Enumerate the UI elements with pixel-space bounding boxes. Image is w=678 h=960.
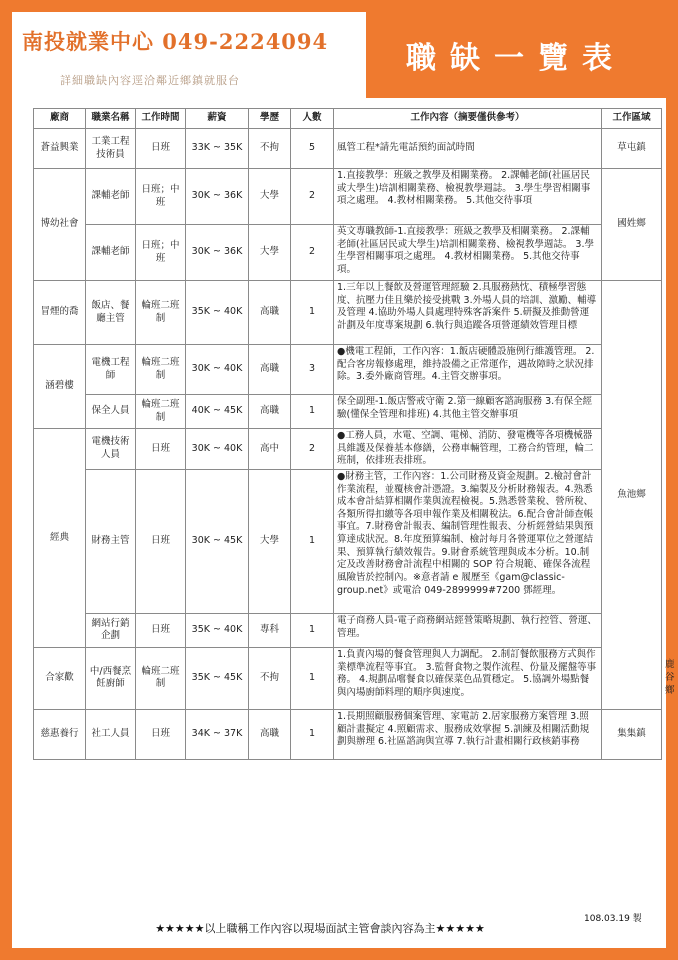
job-cell: 電機技術人員: [86, 429, 136, 470]
area-cell: 集集鎮: [602, 709, 662, 759]
education-cell: 大學: [249, 225, 291, 281]
area-cell: 國姓鄉: [602, 169, 662, 281]
description-cell: 英文專職教師-1.直接教學：班級之教學及相關業務。 2.課輔老師(社區居民或大學生)培訓相關業務、檢視教學週誌。 3.學生學習相關事項之處理。 4.教材相關業務。 5.其他交待事項。: [334, 225, 602, 281]
table-row: [34, 429, 662, 470]
hours-cell: 輪班二班制: [136, 395, 186, 429]
company-cell: 博幼社會: [34, 169, 86, 281]
area-cell: 草屯鎮: [602, 129, 662, 169]
education-cell: 高職: [249, 395, 291, 429]
area-cell: 魚池鄉: [602, 281, 662, 710]
count-cell: 5: [291, 129, 334, 169]
job-cell: 課輔老師: [86, 225, 136, 281]
company-cell: 經典: [34, 429, 86, 648]
col-header-area: 工作區域: [602, 109, 662, 129]
table-row: [34, 613, 662, 647]
salary-cell: 35K ~ 40K: [186, 613, 249, 647]
salary-cell: 34K ~ 37K: [186, 709, 249, 759]
job-cell: 課輔老師: [86, 169, 136, 225]
salary-cell: 30K ~ 40K: [186, 345, 249, 395]
col-header-hours: 工作時間: [136, 109, 186, 129]
col-header-job: 職業名稱: [86, 109, 136, 129]
table-row: [34, 129, 662, 169]
table-row: [34, 281, 662, 345]
company-cell: 慈惠養行: [34, 709, 86, 759]
description-cell: 1.長期照顧服務個案管理、家電訪 2.居家服務方案管理 3.照顧計畫擬定 4.照顧需求、服務成效掌握 5.訓練及相關活動規劃與辦理 6.社區諮詢與宣導 7.執行計畫相關行政核銷事務: [334, 709, 602, 759]
hours-cell: 日班: [136, 129, 186, 169]
col-header-company: 廠商: [34, 109, 86, 129]
table-row: [34, 647, 662, 709]
description-cell: 1.直接教學：班級之教學及相關業務。 2.課輔老師(社區居民或大學生)培訓相關業務、檢視教學週誌。 3.學生學習相關事項之處理。 4.教材相關業務。 5.其他交待事項: [334, 169, 602, 225]
description-cell: ●財務主管，工作內容：1.公司財務及資金規劃。2.檢討會計作業流程，並覆核會計憑證。3.編製及分析財務報表。4.熟悉成本會計結算相關作業與流程檢視。5.熟悉營業稅、營所稅、各類所得扣繳等各項申報作業及相關稅法。6.配合會計師查帳事宜。7.財務會計報表、編制管理性報表、分析經營結果與預算達成狀況。8.年度預算編制、檢討每月各營運單位之營運結果、預算執行績效報告。9.財會系統管理與成本分析。10.制定及改善財務會計流程中相關的 SOP 符合規範、確保各流程風險皆於控制內。※意者請 e 履歷至《gam@classic-group.net》或電洽 049-2899999#7200 鄧經理。: [334, 469, 602, 613]
count-cell: 3: [291, 345, 334, 395]
table-row: [34, 169, 662, 225]
description-cell: 1.三年以上餐飲及營運管理經驗 2.具服務熱忱、積極學習態度、抗壓力佳且樂於接受挑戰 3.外場人員的培訓、激勵、輔導及管理 4.協助外場人員處理特殊客訴案件 5.研擬及推動營運計劃及年度專案規劃 6.執行與追蹤各項營運績效管理目標: [334, 281, 602, 345]
job-cell: 財務主管: [86, 469, 136, 613]
salary-cell: 35K ~ 45K: [186, 647, 249, 709]
table-header-row: [34, 109, 662, 129]
hours-cell: 日班；中班: [136, 225, 186, 281]
header-subtitle: 詳細職缺內容逕洽鄰近鄉鎮就服台: [60, 74, 240, 87]
table-row: [34, 395, 662, 429]
center-name-phone: 南投就業中心 049-2224094: [22, 29, 329, 54]
count-cell: 2: [291, 169, 334, 225]
table-row: [34, 709, 662, 759]
hours-cell: 日班: [136, 709, 186, 759]
education-cell: 高職: [249, 281, 291, 345]
salary-cell: 30K ~ 36K: [186, 225, 249, 281]
job-cell: 飯店、餐廳主管: [86, 281, 136, 345]
count-cell: 1: [291, 613, 334, 647]
col-header-education: 學歷: [249, 109, 291, 129]
hours-cell: 輪班二班制: [136, 647, 186, 709]
count-cell: 1: [291, 709, 334, 759]
company-cell: 冒煙的喬: [34, 281, 86, 345]
salary-cell: 35K ~ 40K: [186, 281, 249, 345]
job-cell: 保全人員: [86, 395, 136, 429]
job-table: [33, 108, 662, 760]
count-cell: 2: [291, 225, 334, 281]
description-cell: ●機電工程師，工作內容：1.飯店硬體設施例行維護管理。 2.配合客房報修處理，維持設備之正常運作，遇故障時之狀況排除。3.委外廠商管理。4.主管交辦事項。: [334, 345, 602, 395]
education-cell: 大學: [249, 169, 291, 225]
table-row: [34, 345, 662, 395]
banner-title: 職缺一覽表: [406, 41, 626, 76]
description-cell: 1.負責內場的餐食管理與人力調配。 2.制訂餐飲服務方式與作業標準流程等事宜。 3.監督食物之製作流程、份量及擺盤等事務。 4.規劃品嚐餐食以確保菜色品質穩定。 5.協調外場點餐與內場廚師料理的順序與速度。: [334, 647, 602, 709]
footer-date: 108.03.19 製: [584, 914, 642, 924]
hours-cell: 輪班二班制: [136, 281, 186, 345]
description-cell: 風管工程*請先電話預約面試時間: [334, 129, 602, 169]
hours-cell: 日班: [136, 469, 186, 613]
company-cell: 涵碧樓: [34, 345, 86, 429]
education-cell: 專科: [249, 613, 291, 647]
col-header-count: 人數: [291, 109, 334, 129]
count-cell: 1: [291, 281, 334, 345]
table-row: [34, 469, 662, 613]
description-cell: 電子商務人員-電子商務網站經營策略規劃、執行控管、營運、管理。: [334, 613, 602, 647]
education-cell: 高中: [249, 429, 291, 470]
education-cell: 大學: [249, 469, 291, 613]
job-cell: 工業工程技術員: [86, 129, 136, 169]
salary-cell: 30K ~ 36K: [186, 169, 249, 225]
education-cell: 不拘: [249, 129, 291, 169]
salary-cell: 30K ~ 40K: [186, 429, 249, 470]
job-cell: 社工人員: [86, 709, 136, 759]
job-cell: 中/西餐烹飪廚師: [86, 647, 136, 709]
salary-cell: 33K ~ 35K: [186, 129, 249, 169]
description-cell: ●工務人員，水電、空調、電梯、消防、發電機等各項機械器具維護及保養基本修繕，公務車輛管理，工務合約管理，輪二班制，依排班表排班。: [334, 429, 602, 470]
company-cell: 蒼益興業: [34, 129, 86, 169]
table-row: [34, 225, 662, 281]
description-cell: 保全副理-1.飯店警戒守衛 2.第一線顧客諮詢服務 3.有保全經驗(懂保全管理和排班) 4.其他主管交辦事項: [334, 395, 602, 429]
hours-cell: 日班；中班: [136, 169, 186, 225]
salary-cell: 40K ~ 45K: [186, 395, 249, 429]
hours-cell: 輪班二班制: [136, 345, 186, 395]
count-cell: 1: [291, 395, 334, 429]
education-cell: 高職: [249, 345, 291, 395]
footer-note: ★★★★★以上職稱工作內容以現場面試主管會談內容為主★★★★★: [155, 922, 485, 935]
col-header-description: 工作內容（摘要僅供參考）: [334, 109, 602, 129]
salary-cell: 30K ~ 45K: [186, 469, 249, 613]
count-cell: 1: [291, 469, 334, 613]
education-cell: 高職: [249, 709, 291, 759]
count-cell: 2: [291, 429, 334, 470]
col-header-salary: 薪資: [186, 109, 249, 129]
hours-cell: 日班: [136, 429, 186, 470]
hours-cell: 日班: [136, 613, 186, 647]
education-cell: 不拘: [249, 647, 291, 709]
count-cell: 1: [291, 647, 334, 709]
header-banner: [366, 12, 666, 98]
job-cell: 網站行銷企劃: [86, 613, 136, 647]
job-cell: 電機工程師: [86, 345, 136, 395]
company-cell: 合家歡: [34, 647, 86, 709]
